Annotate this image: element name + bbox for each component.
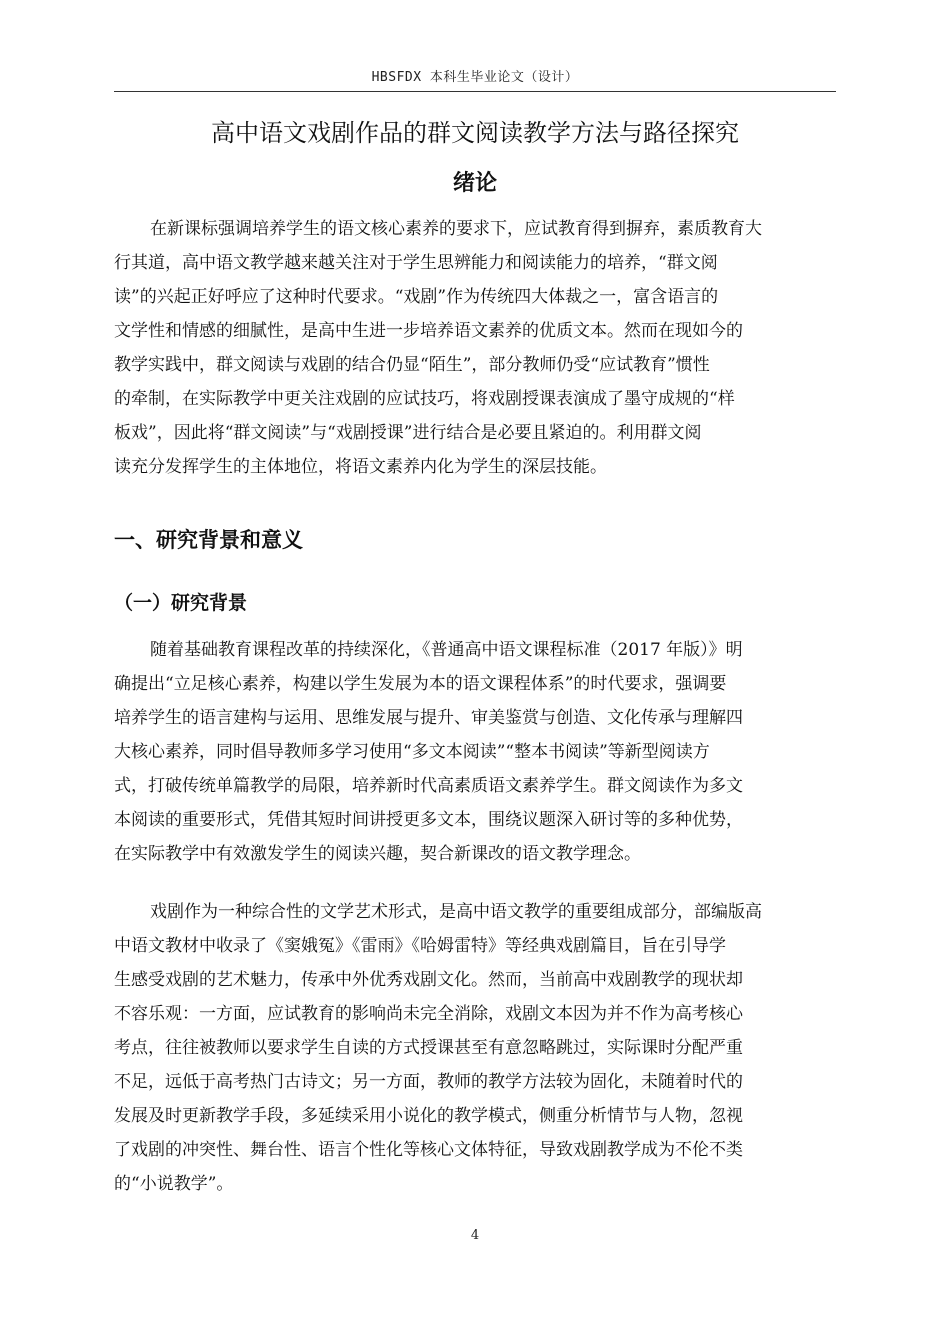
text-line: 文学性和情感的细腻性，是高中生进一步培养语文素养的优质文本。然而在现如今的	[114, 321, 743, 341]
text-line: 在新课标强调培养学生的语文核心素养的要求下，应试教育得到摒弃，素质教育大	[150, 219, 762, 239]
intro-heading: 绪论	[452, 171, 497, 196]
text-line: 式，打破传统单篇教学的局限，培养新时代高素质语文素养学生。群文阅读作为多文	[114, 776, 743, 796]
text-line: 确提出“立足核心素养，构建以学生发展为本的语文课程体系”的时代要求，强调要	[114, 674, 727, 694]
text-line: 不足，远低于高考热门古诗文；另一方面，教师的教学方法较为固化，未随着时代的	[114, 1072, 743, 1092]
text-line: 教学实践中，群文阅读与戏剧的结合仍显“陌生”，部分教师仍受“应试教育”惯性	[114, 355, 710, 375]
background-paragraph-2	[114, 895, 838, 1201]
text-line: 的“小说教学”。	[114, 1174, 234, 1194]
text-line: 读充分发挥学生的主体地位，将语文素养内化为学生的深层技能。	[114, 457, 607, 477]
text-line: 行其道，高中语文教学越来越关注对于学生思辨能力和阅读能力的培养，“群文阅	[114, 253, 718, 273]
document-title: 高中语文戏剧作品的群文阅读教学方法与路径探究	[211, 119, 739, 147]
intro-paragraph	[114, 212, 838, 484]
text-line: 了戏剧的冲突性、舞台性、语言个性化等核心文体特征，导致戏剧教学成为不伦不类	[114, 1140, 743, 1160]
text-line: 随着基础教育课程改革的持续深化，《普通高中语文课程标准（2017 年版）》明	[150, 640, 743, 660]
text-line: 考点，往往被教师以要求学生自读的方式授课甚至有意忽略跳过，实际课时分配严重	[114, 1038, 743, 1058]
text-line: 培养学生的语言建构与运用、思维发展与提升、审美鉴赏与创造、文化传承与理解四	[114, 708, 743, 728]
background-paragraph-1	[114, 633, 838, 871]
text-line: 的牵制，在实际教学中更关注戏剧的应试技巧，将戏剧授课表演成了墨守成规的“样	[114, 389, 735, 409]
text-line: 生感受戏剧的艺术魅力，传承中外优秀戏剧文化。然而，当前高中戏剧教学的现状却	[114, 970, 743, 990]
text-line: 本阅读的重要形式，凭借其短时间讲授更多文本，围绕议题深入研讨等的多种优势，	[114, 810, 743, 830]
text-line: 戏剧作为一种综合性的文学艺术形式，是高中语文教学的重要组成部分，部编版高	[150, 902, 762, 922]
text-line: 发展及时更新教学手段，多延续采用小说化的教学模式，侧重分析情节与人物，忽视	[114, 1106, 743, 1126]
section-heading: 一、研究背景和意义	[114, 528, 303, 552]
text-line: 在实际教学中有效激发学生的阅读兴趣，契合新课改的语文教学理念。	[114, 844, 641, 864]
text-line: 读”的兴起正好呼应了这种时代要求。“戏剧”作为传统四大体裁之一，富含语言的	[114, 287, 719, 307]
subsection-heading: （一）研究背景	[114, 592, 248, 614]
text-line: 不容乐观：一方面，应试教育的影响尚未完全消除，戏剧文本因为并不作为高考核心	[114, 1004, 743, 1024]
text-line: 中语文教材中收录了《窦娥冤》《雷雨》《哈姆雷特》等经典戏剧篇目，旨在引导学	[114, 936, 726, 956]
header-divider	[114, 91, 836, 92]
running-header: HBSFDX 本科生毕业论文（设计）	[371, 70, 579, 85]
text-line: 板戏”，因此将“群文阅读”与“戏剧授课”进行结合是必要且紧迫的。利用群文阅	[114, 423, 702, 443]
text-line: 大核心素养，同时倡导教师多学习使用“多文本阅读”“整本书阅读”等新型阅读方	[114, 742, 710, 762]
page-number: 4	[470, 1228, 480, 1243]
